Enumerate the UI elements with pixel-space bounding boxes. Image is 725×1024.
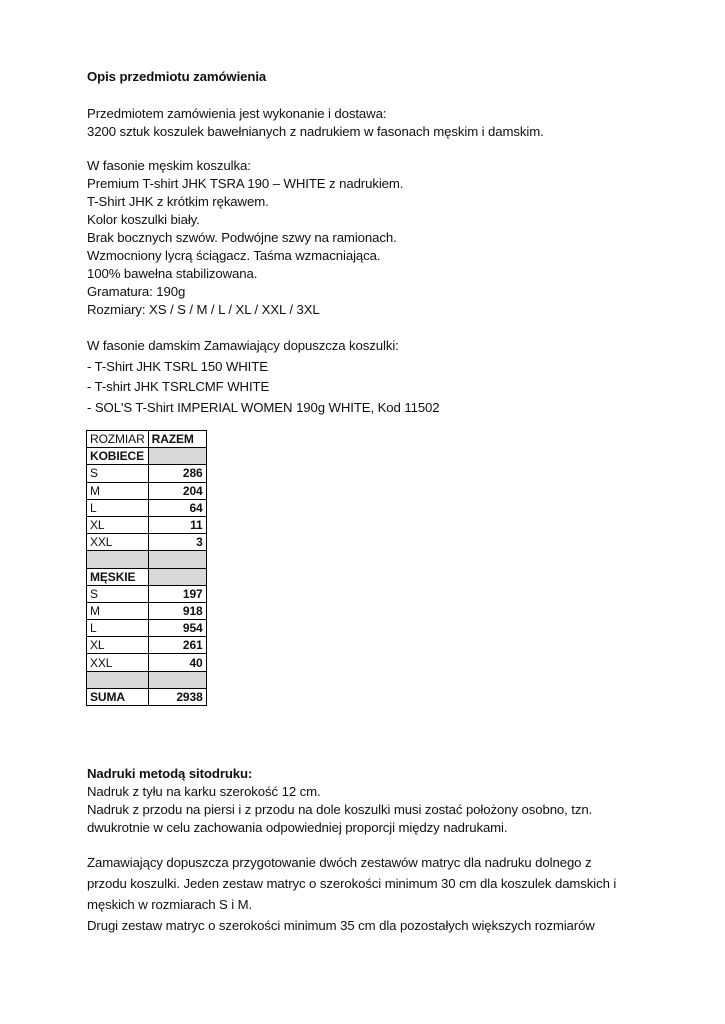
qty-cell: 204 [148,482,206,499]
qty-cell: 918 [148,602,206,619]
intro-line: Przedmiotem zamówienia jest wykonanie i dostawa: [87,106,387,121]
header-total-cell: RAZEM [148,431,206,448]
male-spec-line: 100% bawełna stabilizowana. [87,266,258,281]
male-spec-line: Premium T-shirt JHK TSRA 190 – WHITE z nadrukiem. [87,176,404,191]
table-row [87,465,207,482]
spacer-row [87,551,207,568]
sum-label: SUMA [87,688,149,705]
spacer-row [87,671,207,688]
print-line: Nadruk z tyłu na karku szerokość 12 cm. [87,784,321,799]
sum-row [87,688,207,705]
size-cell: M [87,602,149,619]
female-section-row [87,448,207,465]
size-cell: XL [87,637,149,654]
table-row [87,620,207,637]
size-cell: L [87,620,149,637]
female-spec-line: W fasonie damskim Zamawiający dopuszcza koszulki: [87,338,399,353]
empty-cell [87,671,149,688]
qty-cell: 3 [148,534,206,551]
heading-text: Opis przedmiotu zamówienia [87,69,267,84]
intro-paragraph [87,105,544,141]
table-row [87,585,207,602]
female-spec-paragraph [87,336,440,418]
male-spec-line: Gramatura: 190g [87,284,186,299]
table-header-row [87,431,207,448]
print-line: Nadruk z przodu na piersi i z przodu na dole koszulki musi zostać położony osobno, tzn. [87,802,593,817]
document-heading [87,68,266,86]
table-row [87,534,207,551]
intro-line: 3200 sztuk koszulek bawełnianych z nadrukiem w fasonach męskim i damskim. [87,124,544,139]
matrix-line: Zamawiający dopuszcza przygotowanie dwóch zestawów matryc dla nadruku dolnego z [87,855,592,870]
matrix-line: Drugi zestaw matryc o szerokości minimum 35 cm dla pozostałych większych rozmiarów [87,918,595,933]
female-spec-line: - SOL'S T-Shirt IMPERIAL WOMEN 190g WHITE, Kod 11502 [87,399,440,415]
male-spec-line: Kolor koszulki biały. [87,212,200,227]
size-cell: XL [87,516,149,533]
table-row [87,482,207,499]
empty-cell [148,551,206,568]
qty-cell: 261 [148,637,206,654]
print-line: dwukrotnie w celu zachowania odpowiedniej proporcji między nadrukami. [87,820,508,835]
qty-cell: 11 [148,516,206,533]
sum-value: 2938 [148,688,206,705]
male-section-label: MĘSKIE [87,568,149,585]
male-spec-line: W fasonie męskim koszulka: [87,158,251,173]
matrix-paragraph [87,852,616,936]
table-row [87,499,207,516]
female-section-label: KOBIECE [87,448,149,465]
female-spec-line: - T-Shirt JHK TSRL 150 WHITE [87,358,268,374]
qty-cell: 40 [148,654,206,671]
size-cell: XXL [87,654,149,671]
qty-cell: 286 [148,465,206,482]
size-cell: XXL [87,534,149,551]
table-row [87,654,207,671]
print-heading: Nadruki metodą sitodruku: [87,766,253,781]
male-spec-line: T-Shirt JHK z krótkim rękawem. [87,194,269,209]
male-section-row [87,568,207,585]
male-spec-line: Wzmocniony lycrą ściągacz. Taśma wzmacniająca. [87,248,381,263]
matrix-line: męskich w rozmiarach S i M. [87,897,253,912]
qty-cell: 64 [148,499,206,516]
size-cell: S [87,585,149,602]
table-row [87,516,207,533]
empty-cell [87,551,149,568]
male-spec-paragraph [87,157,403,319]
male-spec-line: Rozmiary: XS / S / M / L / XL / XXL / 3XL [87,302,320,317]
male-spec-line: Brak bocznych szwów. Podwójne szwy na ramionach. [87,230,397,245]
size-quantity-table [86,430,207,706]
table-row [87,602,207,619]
empty-cell [148,448,206,465]
size-cell: L [87,499,149,516]
size-cell: S [87,465,149,482]
empty-cell [148,568,206,585]
qty-cell: 197 [148,585,206,602]
qty-cell: 954 [148,620,206,637]
header-size-cell: ROZMIAR [87,431,149,448]
table-row [87,637,207,654]
matrix-line: przodu koszulki. Jeden zestaw matryc o szerokości minimum 30 cm dla koszulek damskich i [87,876,617,891]
female-spec-line: - T-shirt JHK TSRLCMF WHITE [87,379,270,394]
print-paragraph [87,765,592,837]
size-cell: M [87,482,149,499]
empty-cell [148,671,206,688]
